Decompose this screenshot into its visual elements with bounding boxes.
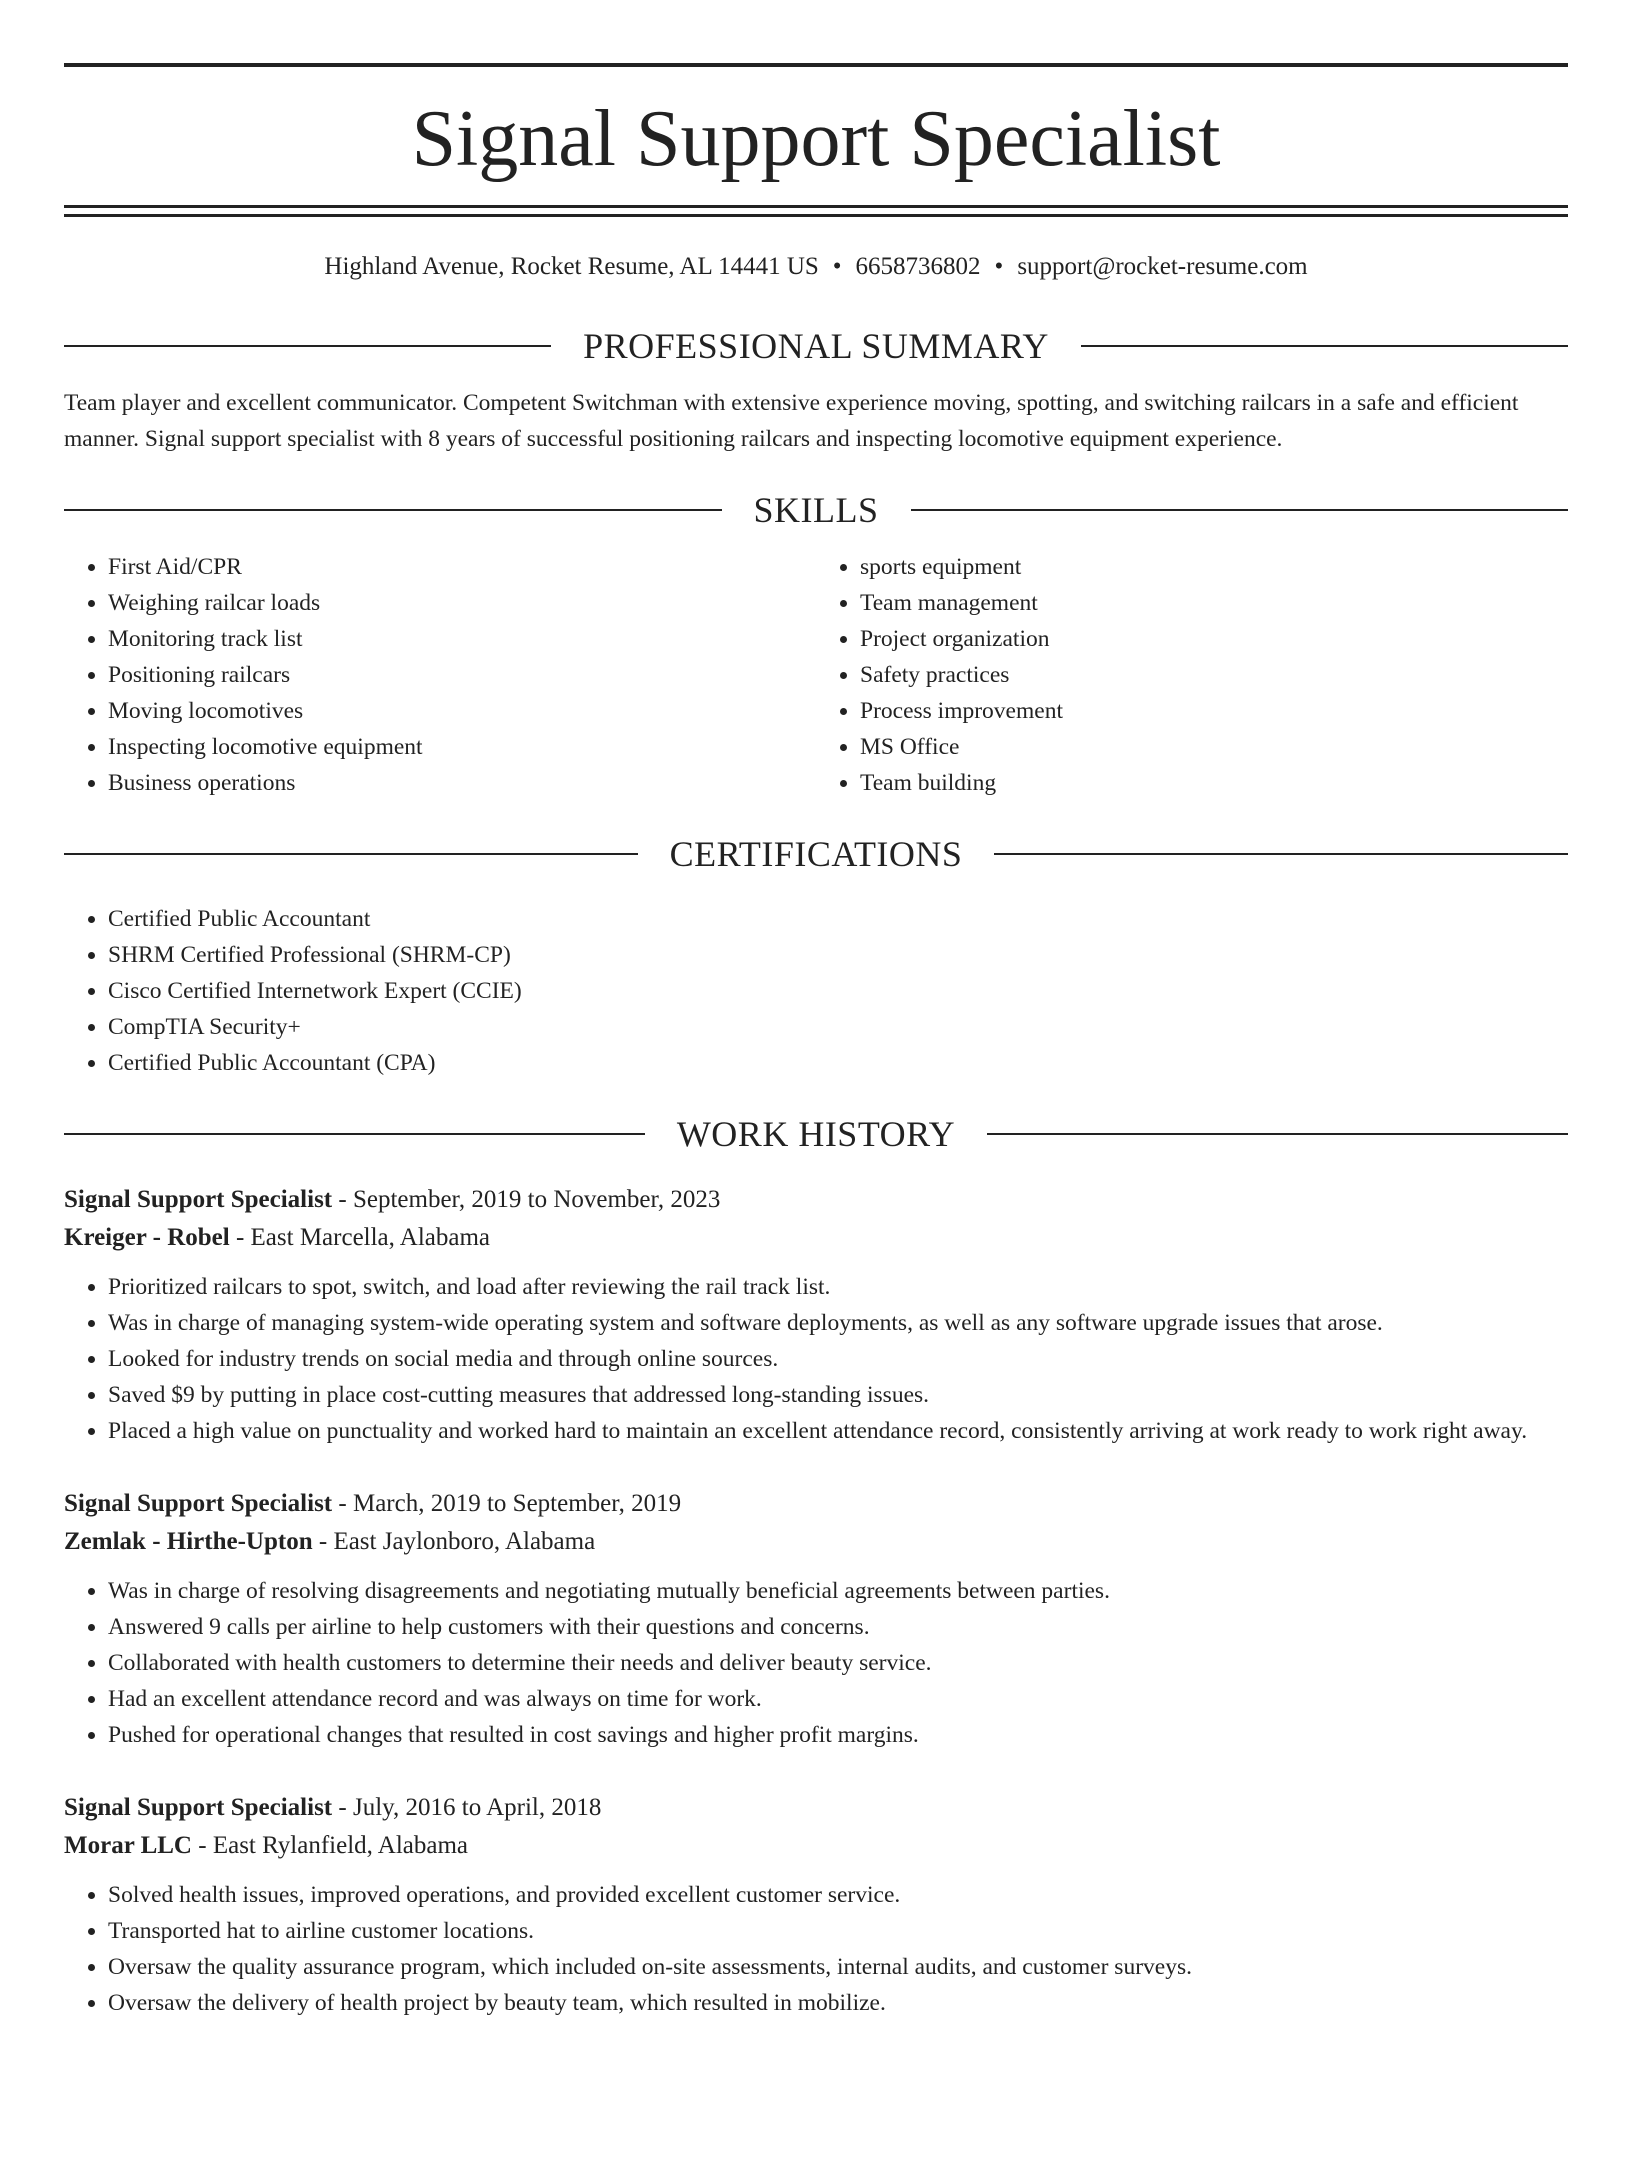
list-item: • Business operations bbox=[108, 765, 816, 801]
section-heading-skills bbox=[64, 483, 1568, 537]
job-company-line bbox=[64, 1219, 1568, 1257]
header-bottom-rule bbox=[64, 205, 1568, 217]
spacer bbox=[64, 1449, 1568, 1485]
section-heading-summary bbox=[64, 319, 1568, 373]
list-item: • Cisco Certified Internetwork Expert (CCIE) bbox=[108, 973, 1568, 1009]
section-title: WORK HISTORY bbox=[676, 1114, 956, 1154]
heading-rule bbox=[64, 345, 551, 347]
header-top-rule bbox=[64, 63, 1568, 67]
certifications-list bbox=[64, 901, 1568, 1081]
list-item: • Looked for industry trends on social media and through online sources. bbox=[108, 1341, 1568, 1377]
job-entry bbox=[64, 1789, 1568, 2021]
address: Highland Avenue, Rocket Resume, AL 14441 US bbox=[324, 253, 819, 280]
list-item: • Prioritized railcars to spot, switch, and load after reviewing the rail track list. bbox=[108, 1269, 1568, 1305]
list-item: • Moving locomotives bbox=[108, 693, 816, 729]
list-item: • Team building bbox=[860, 765, 1568, 801]
job-title: Signal Support Specialist bbox=[64, 1490, 333, 1517]
email[interactable]: support@rocket-resume.com bbox=[1017, 253, 1308, 280]
dash: - bbox=[229, 1224, 251, 1251]
separator-dot: • bbox=[994, 253, 1004, 280]
list-item: • Oversaw the delivery of health project by beauty team, which resulted in mobilize. bbox=[108, 1985, 1568, 2021]
job-location: East Jaylonboro, Alabama bbox=[333, 1528, 596, 1555]
list-item: • Collaborated with health customers to determine their needs and deliver beauty service. bbox=[108, 1645, 1568, 1681]
job-entry bbox=[64, 1181, 1568, 1449]
summary-text: Team player and excellent communicator. Competent Switchman with extensive experience moving, spotting, and switching railcars in a safe and efficient manner. Signal support specialist with 8 years of successful positioning railcars and inspecting locomotive equipment experience. bbox=[64, 390, 1519, 452]
section-heading-work bbox=[64, 1107, 1568, 1161]
list-item: • Team management bbox=[860, 585, 1568, 621]
job-title-line bbox=[64, 1181, 1568, 1219]
dash: - bbox=[312, 1528, 334, 1555]
heading-rule bbox=[64, 853, 638, 855]
list-item: • Monitoring track list bbox=[108, 621, 816, 657]
heading-rule bbox=[1081, 345, 1568, 347]
list-item: • Answered 9 calls per airline to help customers with their questions and concerns. bbox=[108, 1609, 1568, 1645]
list-item: • SHRM Certified Professional (SHRM-CP) bbox=[108, 937, 1568, 973]
job-dates: July, 2016 to April, 2018 bbox=[352, 1794, 602, 1821]
list-item: • Certified Public Accountant bbox=[108, 901, 1568, 937]
skills-column-left bbox=[64, 549, 816, 801]
list-item: • Project organization bbox=[860, 621, 1568, 657]
list-item: • Had an excellent attendance record and was always on time for work. bbox=[108, 1681, 1568, 1717]
list-item: • Pushed for operational changes that resulted in cost savings and higher profit margins. bbox=[108, 1717, 1568, 1753]
skills-column-right bbox=[816, 549, 1568, 801]
job-location: East Marcella, Alabama bbox=[250, 1224, 491, 1251]
list-item: • Placed a high value on punctuality and worked hard to maintain an excellent attendance record, consistently arriving at work ready to work right away. bbox=[108, 1413, 1568, 1449]
list-item: • MS Office bbox=[860, 729, 1568, 765]
section-title: PROFESSIONAL SUMMARY bbox=[583, 326, 1049, 366]
page-title: Signal Support Specialist bbox=[411, 95, 1221, 183]
section-title: CERTIFICATIONS bbox=[669, 834, 963, 874]
job-company: Kreiger - Robel bbox=[64, 1224, 230, 1251]
resume-page bbox=[0, 63, 1632, 2175]
contact-line bbox=[64, 253, 1568, 293]
section-heading-certifications bbox=[64, 827, 1568, 881]
list-item: • Solved health issues, improved operations, and provided excellent customer service. bbox=[108, 1877, 1568, 1913]
job-bullets bbox=[64, 1573, 1568, 1753]
list-item: • sports equipment bbox=[860, 549, 1568, 585]
job-company: Morar LLC bbox=[64, 1832, 192, 1859]
skills-list bbox=[64, 549, 1568, 801]
list-item: • Process improvement bbox=[860, 693, 1568, 729]
heading-rule bbox=[64, 1133, 645, 1135]
job-location: East Rylanfield, Alabama bbox=[212, 1832, 469, 1859]
dash: - bbox=[192, 1832, 213, 1859]
heading-rule bbox=[911, 509, 1569, 511]
dash: - bbox=[332, 1490, 353, 1517]
list-item: • Positioning railcars bbox=[108, 657, 816, 693]
list-item: • First Aid/CPR bbox=[108, 549, 816, 585]
list-item: • Certified Public Accountant (CPA) bbox=[108, 1045, 1568, 1081]
job-title-line bbox=[64, 1789, 1568, 1827]
list-item: • Weighing railcar loads bbox=[108, 585, 816, 621]
job-dates: September, 2019 to November, 2023 bbox=[352, 1186, 721, 1213]
job-dates: March, 2019 to September, 2019 bbox=[352, 1490, 682, 1517]
heading-rule bbox=[64, 509, 722, 511]
job-company-line bbox=[64, 1827, 1568, 1865]
list-item: • CompTIA Security+ bbox=[108, 1009, 1568, 1045]
job-company-line bbox=[64, 1523, 1568, 1561]
job-entry bbox=[64, 1485, 1568, 1753]
list-item: • Inspecting locomotive equipment bbox=[108, 729, 816, 765]
job-title: Signal Support Specialist bbox=[64, 1794, 333, 1821]
job-bullets bbox=[64, 1877, 1568, 2021]
section-title: SKILLS bbox=[753, 490, 879, 530]
heading-rule bbox=[994, 853, 1568, 855]
dash: - bbox=[332, 1794, 353, 1821]
list-item: • Safety practices bbox=[860, 657, 1568, 693]
job-bullets bbox=[64, 1269, 1568, 1449]
list-item: • Oversaw the quality assurance program, which included on-site assessments, internal audits, and customer surveys. bbox=[108, 1949, 1568, 1985]
spacer bbox=[64, 1753, 1568, 1789]
job-title: Signal Support Specialist bbox=[64, 1186, 333, 1213]
dash: - bbox=[332, 1186, 353, 1213]
list-item: • Saved $9 by putting in place cost-cutting measures that addressed long-standing issues. bbox=[108, 1377, 1568, 1413]
phone: 6658736802 bbox=[855, 253, 981, 280]
list-item: • Was in charge of resolving disagreements and negotiating mutually beneficial agreements between parties. bbox=[108, 1573, 1568, 1609]
heading-rule bbox=[987, 1133, 1568, 1135]
list-item: • Was in charge of managing system-wide operating system and software deployments, as well as any software upgrade issues that arose. bbox=[108, 1305, 1568, 1341]
separator-dot: • bbox=[832, 253, 842, 280]
job-title-line bbox=[64, 1485, 1568, 1523]
list-item: • Transported hat to airline customer locations. bbox=[108, 1913, 1568, 1949]
job-company: Zemlak - Hirthe-Upton bbox=[64, 1528, 313, 1555]
